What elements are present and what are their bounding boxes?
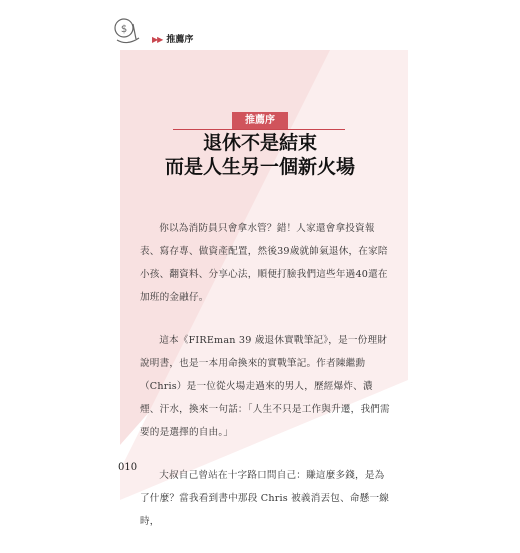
title-line-2: 而是人生另一個新火場 [164,156,355,178]
preface-tag: 推薦序 [232,112,288,129]
section-header-label: 推薦序 [166,35,194,45]
page-title [120,131,400,179]
title-line-1: 退休不是結束 [202,132,317,154]
section-header [152,32,193,45]
page-number: 010 [118,462,138,473]
paragraph: 這本《FIREman 39 歲退休實戰筆記》，是一份理財說明書，也是一本用命換來的實戰筆記。作者陳繼勳（Chris）是一位從火場走過來的男人，歷經爆炸、濃煙、汗水，換來一句話：「人生不只是工作與升遷，我們需要的是選擇的自由。」 [140,335,390,438]
svg-text:$: $ [120,24,128,35]
paragraph: 你以為消防員只會拿水管？錯！人家還會拿投資報表、寫存專、做資產配置，然後39歲就帥氣退休，在家陪小孩、翻資料、分享心法，順便打臉我們這些年過40還在加班的金融仔。 [140,223,388,303]
double-arrow-icon: ▶▶ [152,35,163,44]
tag-underline [173,129,345,130]
body-text [140,217,390,553]
paragraph: 大叔自己曾站在十字路口問自己：賺這麼多錢，是為了什麼？當我看到書中那段 Chris 被義消丟包、命懸一線時， [140,470,390,527]
rocking-chair-icon [112,14,142,50]
